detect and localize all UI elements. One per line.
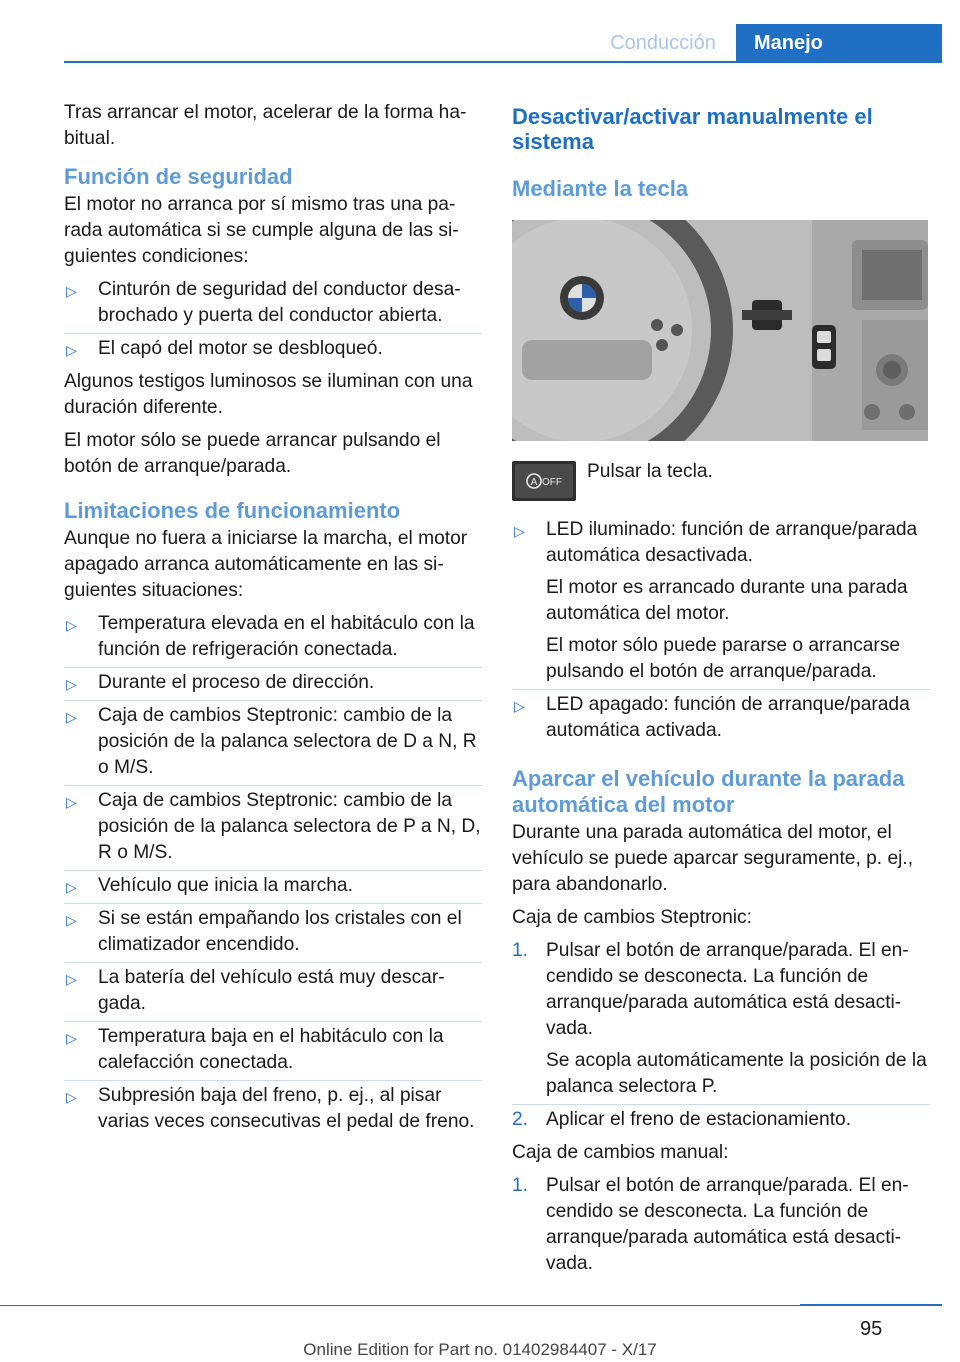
triangle-bullet-icon: ▷: [66, 971, 77, 987]
list-item: ▷ Caja de cambios Steptronic: cambio de la posición de la palanca selectora de D a N, R o M/S.: [64, 703, 482, 781]
list-item: ▷ LED iluminado: función de arranque/parada automática desactivada. El motor es arrancado durante una parada automática del motor. El motor sólo puede pararse o arrancarse pulsando el botón de arranque/parada.: [512, 517, 930, 685]
list-item: 1. Pulsar el botón de arranque/parada. El en-cendido se desconecta. La función de arranque/parada automática está desacti-vada. Se acopla automáticamente la posición de la palanca selectora P.: [512, 938, 930, 1100]
triangle-bullet-icon: ▷: [66, 794, 77, 810]
key-instruction: Pulsar la tecla.: [587, 461, 713, 482]
list-item: ▷ Durante el proceso de dirección.: [64, 670, 482, 696]
list-item: ▷ La batería del vehículo está muy descar-gada.: [64, 965, 482, 1017]
manual-label: Caja de cambios manual:: [512, 1142, 729, 1163]
triangle-bullet-icon: ▷: [66, 342, 77, 358]
key-label: OFF: [542, 477, 562, 488]
list-item: 2. Aplicar el freno de estacionamiento.: [512, 1109, 852, 1130]
right-column: [512, 104, 930, 1284]
triangle-bullet-icon: ▷: [66, 1030, 77, 1046]
left-column: [64, 100, 482, 1142]
security-note-2: El motor sólo se puede arrancar pulsando el botón de arranque/parada.: [64, 430, 441, 477]
triangle-bullet-icon: ▷: [66, 912, 77, 928]
steering-wheel-photo: [512, 220, 928, 441]
list-item: ▷ Vehículo que inicia la marcha.: [64, 873, 482, 899]
triangle-bullet-icon: ▷: [66, 1089, 77, 1105]
limits-text: Aunque no fuera a iniciarse la marcha, el motor apagado arranca automáticamente en las si-guientes situaciones:: [64, 528, 468, 601]
park-heading: Aparcar el vehículo durante la parada automática del motor: [512, 766, 905, 817]
footer-rule-accent: [800, 1304, 942, 1306]
triangle-bullet-icon: ▷: [66, 283, 77, 299]
triangle-bullet-icon: ▷: [66, 709, 77, 725]
limits-heading: Limitaciones de funcionamiento: [64, 498, 401, 523]
steptronic-steps: [512, 938, 930, 1133]
list-item: ▷ Cinturón de seguridad del conductor desa-brochado y puerta del conductor abierta.: [64, 277, 482, 329]
security-note-1: Algunos testigos luminosos se iluminan con una duración diferente.: [64, 371, 473, 418]
security-heading: Función de seguridad: [64, 164, 293, 189]
park-text: Durante una parada automática del motor, el vehículo se puede aparcar seguramente, p. ej., para abandonarlo.: [512, 822, 914, 895]
list-item: ▷ Caja de cambios Steptronic: cambio de la posición de la palanca selectora de P a N, D, R o M/S.: [64, 788, 482, 866]
triangle-bullet-icon: ▷: [514, 523, 525, 539]
list-item: ▷ LED apagado: función de arranque/parada automática activada.: [514, 694, 910, 741]
svg-text:A: A: [530, 477, 538, 488]
list-item: ▷ Temperatura elevada en el habitáculo con la función de refrigeración conectada.: [64, 611, 482, 663]
section-title: Desactivar/activar manualmente el sistema: [512, 104, 873, 154]
page-header: [0, 24, 960, 62]
edition-note: Online Edition for Part no. 01402984407 - X/17: [303, 1340, 657, 1359]
list-item: ▷ Temperatura baja en el habitáculo con la calefacción conectada.: [64, 1024, 482, 1076]
list-item: ▷ Si se están empañando los cristales con el climatizador encendido.: [64, 906, 482, 958]
list-item: ▷ Subpresión baja del freno, p. ej., al pisar varias veces consecutivas el pedal de freno.: [66, 1085, 475, 1132]
triangle-bullet-icon: ▷: [514, 698, 525, 714]
security-text: El motor no arranca por sí mismo tras una pa-rada automática si se cumple alguna de las si-guientes condiciones:: [64, 194, 459, 267]
intro-paragraph: Tras arrancar el motor, acelerar de la forma ha-bitual.: [64, 102, 467, 149]
footer-rule: [0, 1305, 940, 1306]
steptronic-label: Caja de cambios Steptronic:: [512, 907, 752, 928]
key-instruction-row: [512, 459, 930, 503]
list-item: 1. Pulsar el botón de arranque/parada. El en-cendido se desconecta. La función de arranque/parada automática está desacti-vada.: [512, 1175, 909, 1274]
security-list: [64, 277, 482, 362]
chapter-tab[interactable]: Manejo: [736, 24, 942, 62]
led-list: [512, 517, 930, 744]
section-tab[interactable]: Conducción: [610, 32, 716, 54]
subsection-heading: Mediante la tecla: [512, 176, 689, 201]
triangle-bullet-icon: ▷: [66, 879, 77, 895]
triangle-bullet-icon: ▷: [66, 676, 77, 692]
limits-list: [64, 611, 482, 1135]
manual-steps: [512, 1173, 930, 1277]
header-rule: [64, 61, 942, 63]
list-item: ▷ El capó del motor se desbloqueó.: [64, 336, 482, 362]
page-number: 95: [860, 1318, 883, 1340]
triangle-bullet-icon: ▷: [66, 617, 77, 633]
auto-start-stop-off-key-icon: [512, 461, 576, 501]
